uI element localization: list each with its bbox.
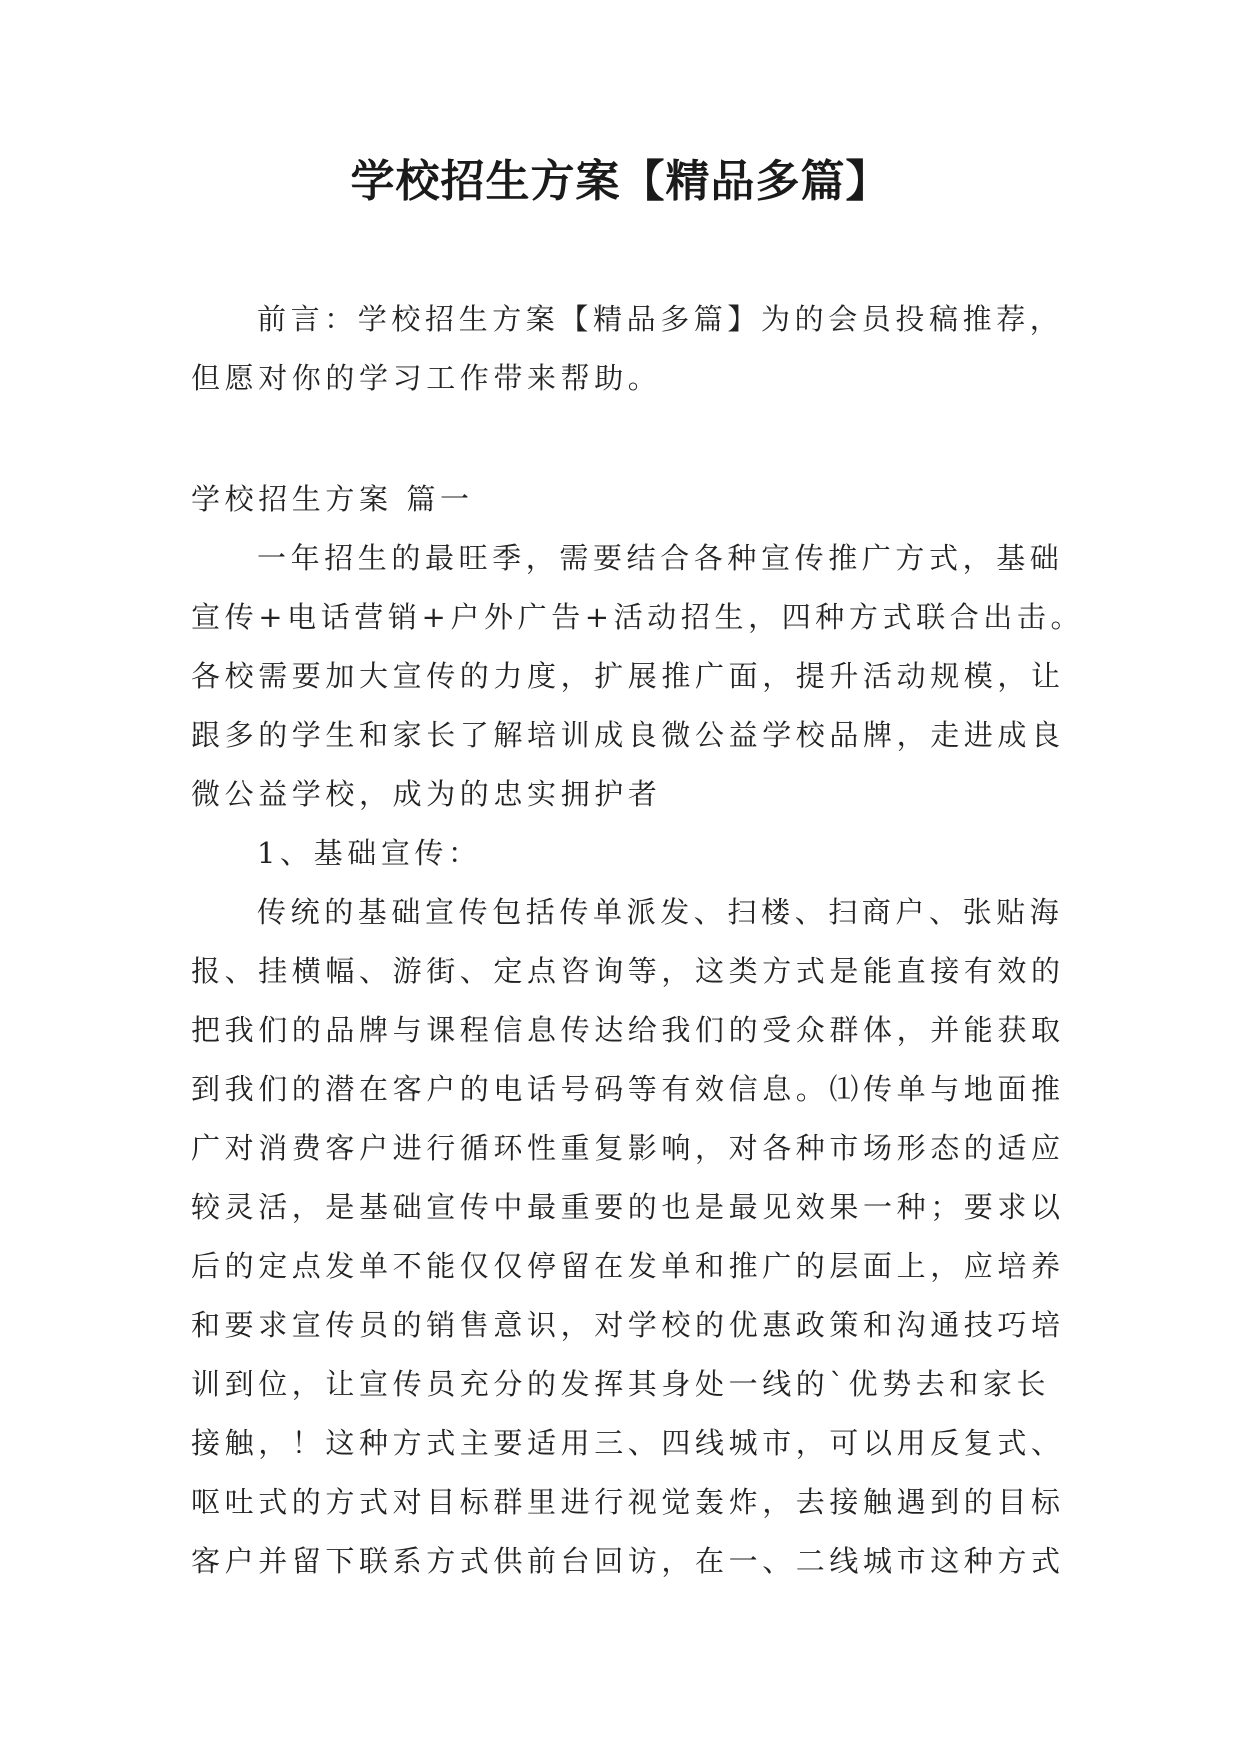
paragraph-line: 呕吐式的方式对目标群里进行视觉轰炸，去接触遇到的目标	[191, 1485, 1065, 1519]
paragraph-line: 微公益学校，成为的忠实拥护者	[191, 777, 662, 811]
paragraph-line: 后的定点发单不能仅仅停留在发单和推广的层面上，应培养	[191, 1249, 1065, 1283]
paragraph-line: 跟多的学生和家长了解培训成良微公益学校品牌，走进成良	[191, 718, 1065, 752]
paragraph-line: 客户并留下联系方式供前台回访，在一、二线城市这种方式	[191, 1544, 1065, 1578]
document-body	[191, 290, 1085, 1591]
paragraph-line: 传统的基础宣传包括传单派发、扫楼、扫商户、张贴海	[257, 895, 1064, 929]
paragraph-line: 把我们的品牌与课程信息传达给我们的受众群体，并能获取	[191, 1013, 1065, 1047]
paragraph-line: 广对消费客户进行循环性重复影响，对各种市场形态的适应	[191, 1131, 1065, 1165]
preface-line: 前言：学校招生方案【精品多篇】为的会员投稿推荐，	[257, 302, 1064, 336]
section-heading: 学校招生方案 篇一	[191, 482, 474, 516]
document-title: 学校招生方案【精品多篇】	[350, 156, 891, 207]
paragraph-line: 一年招生的最旺季，需要结合各种宣传推广方式，基础	[257, 541, 1064, 575]
preface-line: 但愿对你的学习工作带来帮助。	[191, 361, 662, 395]
paragraph-line: 训到位，让宣传员充分的发挥其身处一线的`优势去和家长	[191, 1367, 1051, 1401]
paragraph-line: 到我们的潜在客户的电话号码等有效信息。⑴传单与地面推	[191, 1072, 1065, 1106]
item-heading: 1、基础宣传：	[257, 836, 482, 870]
paragraph-line: 报、挂横幅、游街、定点咨询等，这类方式是能直接有效的	[191, 954, 1065, 988]
paragraph-line: 宣传+电话营销+户外广告+活动招生，四种方式联合出击。	[191, 600, 1085, 634]
paragraph-line: 和要求宣传员的销售意识，对学校的优惠政策和沟通技巧培	[191, 1308, 1065, 1342]
paragraph-spacer	[191, 408, 1051, 470]
paragraph-line: 接触，！这种方式主要适用三、四线城市，可以用反复式、	[191, 1426, 1065, 1460]
paragraph-line: 较灵活，是基础宣传中最重要的也是最见效果一种；要求以	[191, 1190, 1065, 1224]
paragraph-line: 各校需要加大宣传的力度，扩展推广面，提升活动规模，让	[191, 659, 1065, 693]
